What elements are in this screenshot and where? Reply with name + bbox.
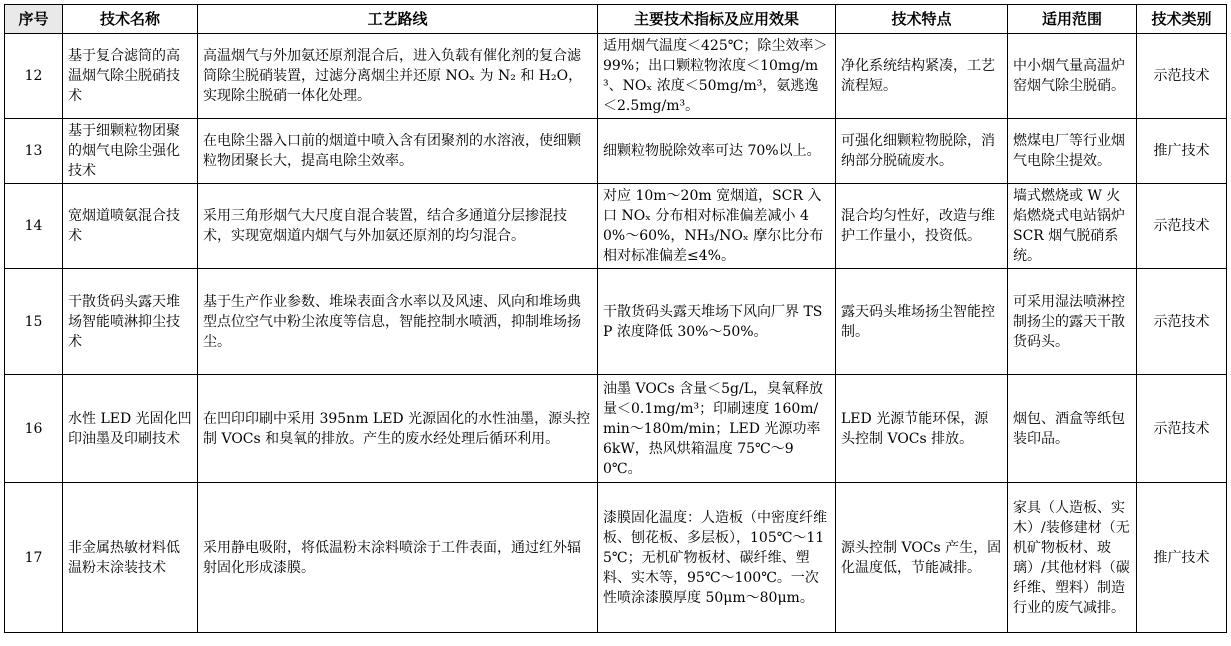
serial-number: 17 (5, 483, 63, 633)
table-row (5, 34, 1227, 119)
process-route: 采用静电吸附，将低温粉末涂料喷涂于工件表面，通过红外辐射固化形成漆膜。 (198, 483, 598, 633)
header-tech-name: 技术名称 (63, 5, 198, 34)
table-row (5, 375, 1227, 483)
serial-number: 16 (5, 375, 63, 483)
scope: 墙式燃烧或 W 火焰燃烧式电站锅炉 SCR 烟气脱硝系统。 (1008, 184, 1137, 269)
tech-name: 基于细颗粒物团聚的烟气电除尘强化技术 (63, 119, 198, 184)
serial-number: 14 (5, 184, 63, 269)
category: 示范技术 (1137, 375, 1227, 483)
process-route: 高温烟气与外加氨还原剂混合后，进入负载有催化剂的复合滤筒除尘脱硝装置，过滤分离烟尘并还原 NOₓ 为 N₂ 和 H₂O，实现除尘脱硝一体化处理。 (198, 34, 598, 119)
category: 推广技术 (1137, 483, 1227, 633)
table-row (5, 483, 1227, 633)
indicators: 干散货码头露天堆场下风向厂界 TSP 浓度降低 30%～50%。 (598, 269, 836, 375)
features: 露天码头堆场扬尘智能控制。 (836, 269, 1008, 375)
indicators: 漆膜固化温度：人造板（中密度纤维板、刨花板、多层板），105℃～115℃；无机矿物板材、碳纤维、塑料、实木等，95℃～100℃。一次性喷涂漆膜厚度 50μm～80μm。 (598, 483, 836, 633)
process-route: 在电除尘器入口前的烟道中喷入含有团聚剂的水溶液，使细颗粒物团聚长大，提高电除尘效率。 (198, 119, 598, 184)
scope: 燃煤电厂等行业烟气电除尘提效。 (1008, 119, 1137, 184)
table-row (5, 184, 1227, 269)
serial-number: 13 (5, 119, 63, 184)
serial-number: 15 (5, 269, 63, 375)
process-route: 在凹印印刷中采用 395nm LED 光源固化的水性油墨，源头控制 VOCs 和臭氧的排放。产生的废水经处理后循环利用。 (198, 375, 598, 483)
category: 推广技术 (1137, 119, 1227, 184)
tech-name: 干散货码头露天堆场智能喷淋抑尘技术 (63, 269, 198, 375)
header-category: 技术类别 (1137, 5, 1227, 34)
header-features: 技术特点 (836, 5, 1008, 34)
tech-name: 非金属热敏材料低温粉末涂装技术 (63, 483, 198, 633)
process-route: 采用三角形烟气大尺度自混合装置，结合多通道分层掺混技术，实现宽烟道内烟气与外加氨还原剂的均匀混合。 (198, 184, 598, 269)
tech-name: 基于复合滤筒的高温烟气除尘脱硝技术 (63, 34, 198, 119)
serial-number: 12 (5, 34, 63, 119)
features: LED 光源节能环保，源头控制 VOCs 排放。 (836, 375, 1008, 483)
table-row (5, 119, 1227, 184)
header-serial-number: 序号 (5, 5, 63, 34)
scope: 家具（人造板、实木）/装修建材（无机矿物板材、玻璃）/其他材料（碳纤维、塑料）制造行业的废气减排。 (1008, 483, 1137, 633)
features: 源头控制 VOCs 产生，固化温度低，节能减排。 (836, 483, 1008, 633)
indicators: 细颗粒物脱除效率可达 70%以上。 (598, 119, 836, 184)
indicators: 适用烟气温度＜425℃；除尘效率＞99%；出口颗粒物浓度＜10mg/m³、NOₓ 浓度＜50mg/m³，氨逃逸＜2.5mg/m³。 (598, 34, 836, 119)
indicators: 对应 10m～20m 宽烟道，SCR 入口 NOₓ 分布相对标准偏差减小 40%～60%，NH₃/NOₓ 摩尔比分布相对标准偏差≤4%。 (598, 184, 836, 269)
category: 示范技术 (1137, 184, 1227, 269)
process-route: 基于生产作业参数、堆垛表面含水率以及风速、风向和堆场典型点位空气中粉尘浓度等信息，智能控制水喷洒，抑制堆场扬尘。 (198, 269, 598, 375)
scope: 可采用湿法喷淋控制扬尘的露天干散货码头。 (1008, 269, 1137, 375)
table-row (5, 269, 1227, 375)
scope: 中小烟气量高温炉窑烟气除尘脱硝。 (1008, 34, 1137, 119)
features: 净化系统结构紧凑，工艺流程短。 (836, 34, 1008, 119)
indicators: 油墨 VOCs 含量＜5g/L，臭氧释放量＜0.1mg/m³；印刷速度 160m/min～180m/min；LED 光源功率 6kW，热风烘箱温度 75℃～90℃。 (598, 375, 836, 483)
features: 可强化细颗粒物脱除，消纳部分脱硫废水。 (836, 119, 1008, 184)
tech-name: 水性 LED 光固化凹印油墨及印刷技术 (63, 375, 198, 483)
technology-table (4, 4, 1227, 633)
table-header-row (5, 5, 1227, 34)
category: 示范技术 (1137, 269, 1227, 375)
scope: 烟包、酒盒等纸包装印品。 (1008, 375, 1137, 483)
features: 混合均匀性好，改造与维护工作量小，投资低。 (836, 184, 1008, 269)
tech-name: 宽烟道喷氨混合技术 (63, 184, 198, 269)
header-scope: 适用范围 (1008, 5, 1137, 34)
category: 示范技术 (1137, 34, 1227, 119)
header-process-route: 工艺路线 (198, 5, 598, 34)
header-indicators: 主要技术指标及应用效果 (598, 5, 836, 34)
